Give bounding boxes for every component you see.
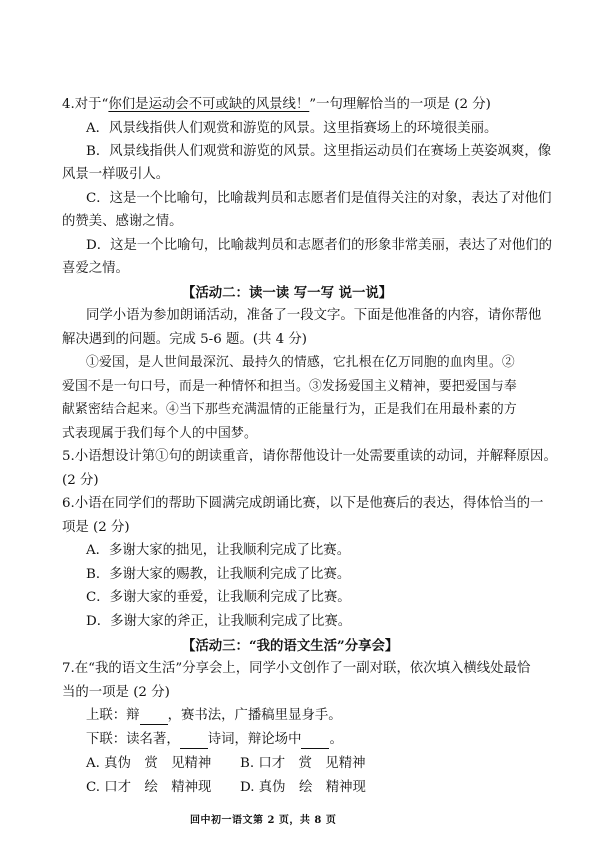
q4-option-b-line1: B．风景线指供人们观赏和游览的风景。这里指运动员们在赛场上英姿飒爽，像 bbox=[86, 144, 552, 159]
q4-option-d-line1: D．这是一个比喻句，比喻裁判员和志愿者们的形象非常美丽，表达了对他们的 bbox=[86, 238, 553, 253]
q4-option-b-line2: 风景一样吸引人。 bbox=[62, 167, 170, 182]
passage-line4: 式表现属于我们每个人的中国梦。 bbox=[62, 426, 257, 441]
q7-stem-line2: 当的一项是 (2 分) bbox=[62, 685, 170, 700]
couplet-upper-start: 上联：辩 bbox=[86, 708, 140, 723]
couplet-lower-end: 。 bbox=[329, 732, 343, 747]
q6-option-a: A．多谢大家的拙见，让我顺利完成了比赛。 bbox=[86, 543, 351, 558]
page-footer: 回中初一语文第 2 页，共 8 页 bbox=[190, 815, 337, 826]
q6-stem-line2: 项是 (2 分) bbox=[62, 520, 130, 535]
q7-option-a: A. 真伪 赏 见精神 bbox=[86, 756, 212, 771]
passage-line3: 献紧密结合起来。④当下那些充满温情的正能量行为，正是我们在用最朴素的方 bbox=[62, 402, 517, 417]
q6-stem-line1: 6.小语在同学们的帮助下圆满完成朗诵比赛，以下是他赛后的表达，得体恰当的一 bbox=[62, 496, 544, 511]
q7-option-c: C. 口才 绘 精神现 bbox=[86, 780, 212, 795]
activity3-title: 【活动三：“我的语文生活”分享会】 bbox=[182, 638, 399, 654]
couplet-upper-end: ，赛书法，广播稿里显身手。 bbox=[167, 708, 342, 723]
q6-option-b: B．多谢大家的赐教，让我顺利完成了比赛。 bbox=[86, 567, 351, 582]
q7-option-d: D. 真伪 绘 精神现 bbox=[240, 780, 366, 795]
q6-option-d: D．多谢大家的斧正，让我顺利完成了比赛。 bbox=[86, 614, 352, 629]
q4-suffix: ”一句理解恰当的一项是 (2 分) bbox=[309, 97, 491, 112]
q7-stem-line1: 7.在“我的语文生活”分享会上，同学小文创作了一副对联，依次填入横线处最恰 bbox=[62, 661, 531, 676]
q5-stem-line2: (2 分) bbox=[62, 473, 99, 488]
passage-line1: ①爱国，是人世间最深沉、最持久的情感，它扎根在亿万同胞的血肉里。② bbox=[86, 355, 515, 370]
q4-option-d-line2: 喜爱之情。 bbox=[62, 261, 129, 276]
activity2-title: 【活动二：读一读 写一写 说一说】 bbox=[182, 285, 393, 301]
activity2-intro-line1: 同学小语为参加朗诵活动，准备了一段文字。下面是他准备的内容，请你帮他 bbox=[86, 308, 542, 323]
q4-option-c-line2: 的赞美、感谢之情。 bbox=[62, 214, 183, 229]
couplet-lower-start: 下联：读名著， bbox=[86, 732, 180, 747]
q5-stem-line1: 5.小语想设计第①句的朗读重音，请你帮他设计一处需要重读的动词，并解释原因。 bbox=[62, 449, 557, 464]
q4-option-a: A．风景线指供人们观赏和游览的风景。这里指赛场上的环境很美丽。 bbox=[86, 121, 498, 136]
couplet-lower-middle: 诗词，辩论场中 bbox=[207, 732, 302, 747]
q4-option-c-line1: C．这是一个比喻句，比喻裁判员和志愿者们是值得关注的对象，表达了对他们 bbox=[86, 191, 552, 206]
activity2-intro-line2: 解决遇到的问题。完成 5-6 题。(共 4 分) bbox=[62, 332, 308, 347]
q4-prefix: 4.对于“ bbox=[62, 97, 109, 112]
q6-option-c: C．多谢大家的垂爱，让我顺利完成了比赛。 bbox=[86, 590, 351, 605]
q7-option-b: B. 口才 赏 见精神 bbox=[240, 756, 366, 771]
passage-line2: 爱国不是一句口号，而是一种情怀和担当。③发扬爱国主义精神，要把爱国与奉 bbox=[62, 379, 517, 394]
q4-quote: 你们是运动会不可或缺的风景线！ bbox=[108, 97, 310, 112]
